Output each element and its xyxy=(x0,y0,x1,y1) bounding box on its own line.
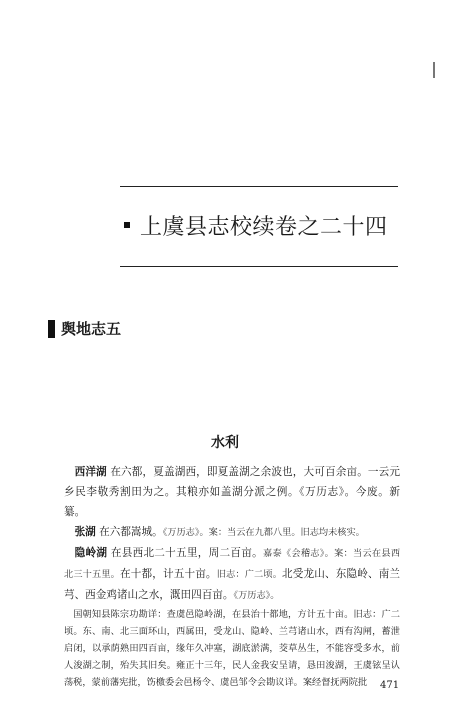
square-bullet-icon xyxy=(124,222,130,228)
page-number: 471 xyxy=(380,680,400,691)
section-heading xyxy=(48,318,121,339)
entry-paragraph xyxy=(64,543,400,606)
entry-text: 在十都，计五十亩。 xyxy=(120,568,217,580)
entry-text: 在六都嵩城。 xyxy=(99,526,163,538)
chapter-title-text: 上虞县志校续卷之二十四 xyxy=(140,214,388,240)
section-title: 舆地志五 xyxy=(61,320,122,338)
subsection-title: 水利 xyxy=(211,435,239,451)
entry-note: 《万历志》。 xyxy=(233,590,280,601)
chapter-title xyxy=(120,200,398,250)
page-edge-mark xyxy=(433,62,435,78)
entry-name: 张湖 xyxy=(74,526,96,538)
entry-paragraph xyxy=(64,522,400,543)
entry-note: 《万历志》。案：当云在九都八里。旧志均未核实。 xyxy=(162,527,365,538)
entry-text: 北受龙山、东隐岭、南兰芎、西金鸡诸山之水，溉田四百亩。 xyxy=(64,568,401,601)
entry-text: 在六都，夏盖湖西，即夏盖湖之余波也，大可百余亩。一云元乡民李敬秀割田为之。其粮亦如盖湖分派之例。《万历志》。今废。新纂。 xyxy=(64,466,400,518)
entry-name: 西洋湖 xyxy=(74,466,107,478)
title-rule-top xyxy=(120,186,398,187)
entry-note: 旧志：广二顷。 xyxy=(216,569,283,580)
entry-note: 嘉泰《会稽志》。案：当云在县西北三十五里。 xyxy=(64,548,401,580)
body-text xyxy=(64,462,400,691)
entry-paragraph xyxy=(64,462,400,522)
entry-text: 在县西北二十五里，周二百亩。 xyxy=(110,547,263,559)
title-rule-bottom xyxy=(120,266,398,267)
section-bar-icon xyxy=(48,320,55,338)
entry-name: 隐岭湖 xyxy=(74,547,108,559)
commentary-paragraph: 国朝知县陈宗功勘详：查虞邑隐岭湖，在县治十都地，方计五十亩。旧志：广二顷。东、南、北三面环山，西属田，受龙山、隐岭、兰芎诸山水，西有沟闸，蓄泄启闭，以承荫熟田四百亩，缘年久冲塞，湖底淤满，茭草丛生，不能容受多水，前人浚湖之制，殆失其旧矣。雍正十三年，民人金我安呈请，恳田浚湖，王虞铉呈认荡税，蒙前藩宪批，饬檄委会邑杨令、虞邑邹令会勘议详。案经督抚两院批 xyxy=(64,609,400,688)
